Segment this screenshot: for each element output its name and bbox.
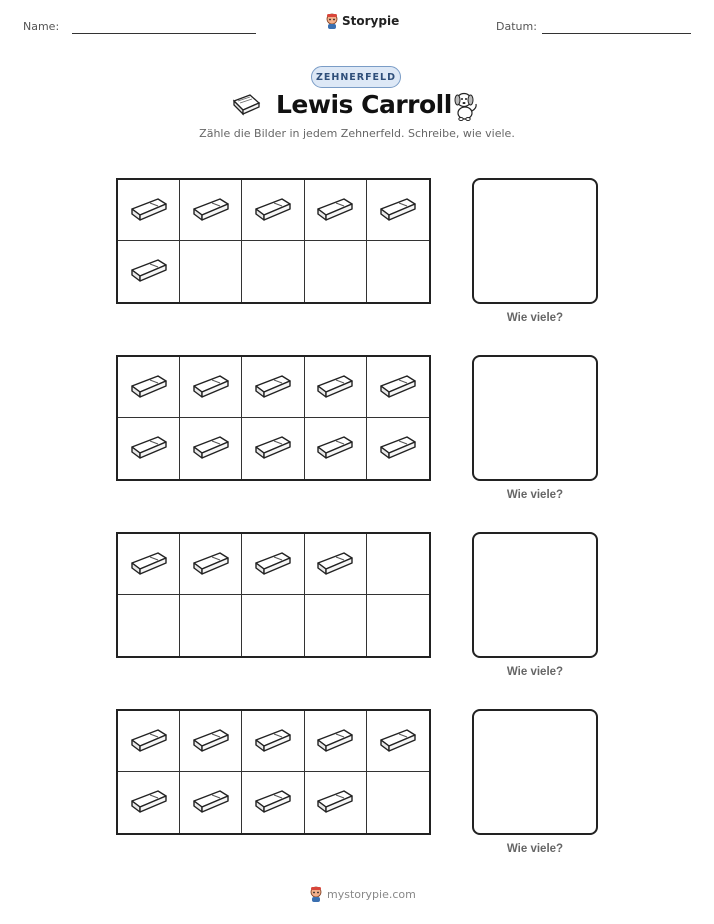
- ten-frame-cell: [305, 534, 367, 595]
- ten-frame-cell: [118, 418, 180, 479]
- eraser-icon: [252, 724, 294, 759]
- eraser-icon: [314, 785, 356, 820]
- ten-frame-cell: [118, 595, 180, 656]
- ten-frame-4: [116, 709, 431, 835]
- answer-prompt-2: Wie viele?: [506, 489, 564, 501]
- eraser-icon: [252, 547, 294, 582]
- name-line[interactable]: [72, 33, 256, 34]
- eraser-icon: [190, 370, 232, 405]
- date-line[interactable]: [542, 33, 691, 34]
- eraser-icon: [190, 547, 232, 582]
- eraser-icon: [314, 370, 356, 405]
- ten-frame-cell: [367, 534, 429, 595]
- eraser-icon: [252, 431, 294, 466]
- eraser-icon: [128, 547, 170, 582]
- footer: [309, 886, 416, 902]
- eraser-icon: [314, 193, 356, 228]
- puppy-icon: [452, 90, 480, 122]
- ten-frame-cell: [305, 711, 367, 772]
- ten-frame-cell: [180, 418, 242, 479]
- ten-frame-cell: [242, 241, 304, 302]
- ten-frame-cell: [180, 595, 242, 656]
- answer-box-2[interactable]: [472, 355, 598, 481]
- ten-frame-cell: [242, 418, 304, 479]
- ten-frame-cell: [367, 357, 429, 418]
- ten-frame-2: [116, 355, 431, 481]
- ten-frame-cell: [242, 357, 304, 418]
- eraser-icon: [190, 785, 232, 820]
- ten-frame-cell: [242, 595, 304, 656]
- storypie-logo: [325, 13, 399, 29]
- eraser-icon: [377, 193, 419, 228]
- ten-frame-cell: [118, 180, 180, 241]
- ten-frame-cell: [367, 595, 429, 656]
- eraser-icon: [190, 193, 232, 228]
- ten-frame-cell: [367, 772, 429, 833]
- storypie-mascot-icon: [309, 886, 323, 902]
- instructions: Zähle die Bilder in jedem Zehnerfeld. Schreibe, wie viele.: [199, 127, 515, 140]
- ten-frame-cell: [367, 418, 429, 479]
- ten-frame-cell: [180, 772, 242, 833]
- eraser-icon: [190, 724, 232, 759]
- ten-frame-cell: [180, 357, 242, 418]
- ten-frame-cell: [367, 711, 429, 772]
- ten-frame-cell: [118, 357, 180, 418]
- ten-frame-cell: [180, 534, 242, 595]
- name-label: Name:: [23, 20, 60, 33]
- answer-prompt-3: Wie viele?: [506, 666, 564, 678]
- eraser-icon: [128, 370, 170, 405]
- eraser-icon: [128, 254, 170, 289]
- eraser-icon: [128, 193, 170, 228]
- ten-frame-cell: [118, 241, 180, 302]
- eraser-icon: [377, 724, 419, 759]
- ten-frame-cell: [180, 180, 242, 241]
- topic-badge: ZEHNERFELD: [311, 66, 401, 88]
- ten-frame-cell: [305, 241, 367, 302]
- eraser-icon: [252, 193, 294, 228]
- page-title: Lewis Carroll: [276, 90, 452, 119]
- ten-frame-cell: [242, 772, 304, 833]
- ten-frame-cell: [118, 711, 180, 772]
- ten-frame-1: [116, 178, 431, 304]
- eraser-icon: [252, 785, 294, 820]
- ten-frame-cell: [305, 772, 367, 833]
- ten-frame-cell: [305, 418, 367, 479]
- ten-frame-cell: [305, 357, 367, 418]
- ten-frame-cell: [242, 534, 304, 595]
- ten-frame-cell: [118, 534, 180, 595]
- answer-box-4[interactable]: [472, 709, 598, 835]
- ten-frame-cell: [180, 241, 242, 302]
- eraser-icon: [314, 547, 356, 582]
- answer-box-3[interactable]: [472, 532, 598, 658]
- answer-prompt-1: Wie viele?: [506, 312, 564, 324]
- eraser-icon: [190, 431, 232, 466]
- ten-frame-cell: [367, 241, 429, 302]
- brand-name: Storypie: [342, 14, 400, 28]
- ten-frame-cell: [242, 180, 304, 241]
- footer-url: mystorypie.com: [327, 887, 416, 901]
- storypie-mascot-icon: [325, 13, 339, 29]
- ten-frame-3: [116, 532, 431, 658]
- eraser-icon: [377, 370, 419, 405]
- eraser-icon: [314, 724, 356, 759]
- ten-frame-cell: [180, 711, 242, 772]
- eraser-icon: [377, 431, 419, 466]
- eraser-icon: [252, 370, 294, 405]
- ten-frame-cell: [367, 180, 429, 241]
- eraser-icon: [128, 724, 170, 759]
- answer-box-1[interactable]: [472, 178, 598, 304]
- date-label: Datum:: [496, 20, 537, 33]
- book-icon: [230, 91, 262, 119]
- ten-frame-cell: [118, 772, 180, 833]
- eraser-icon: [314, 431, 356, 466]
- ten-frame-cell: [305, 180, 367, 241]
- answer-prompt-4: Wie viele?: [506, 843, 564, 855]
- ten-frame-cell: [305, 595, 367, 656]
- eraser-icon: [128, 431, 170, 466]
- eraser-icon: [128, 785, 170, 820]
- ten-frame-cell: [242, 711, 304, 772]
